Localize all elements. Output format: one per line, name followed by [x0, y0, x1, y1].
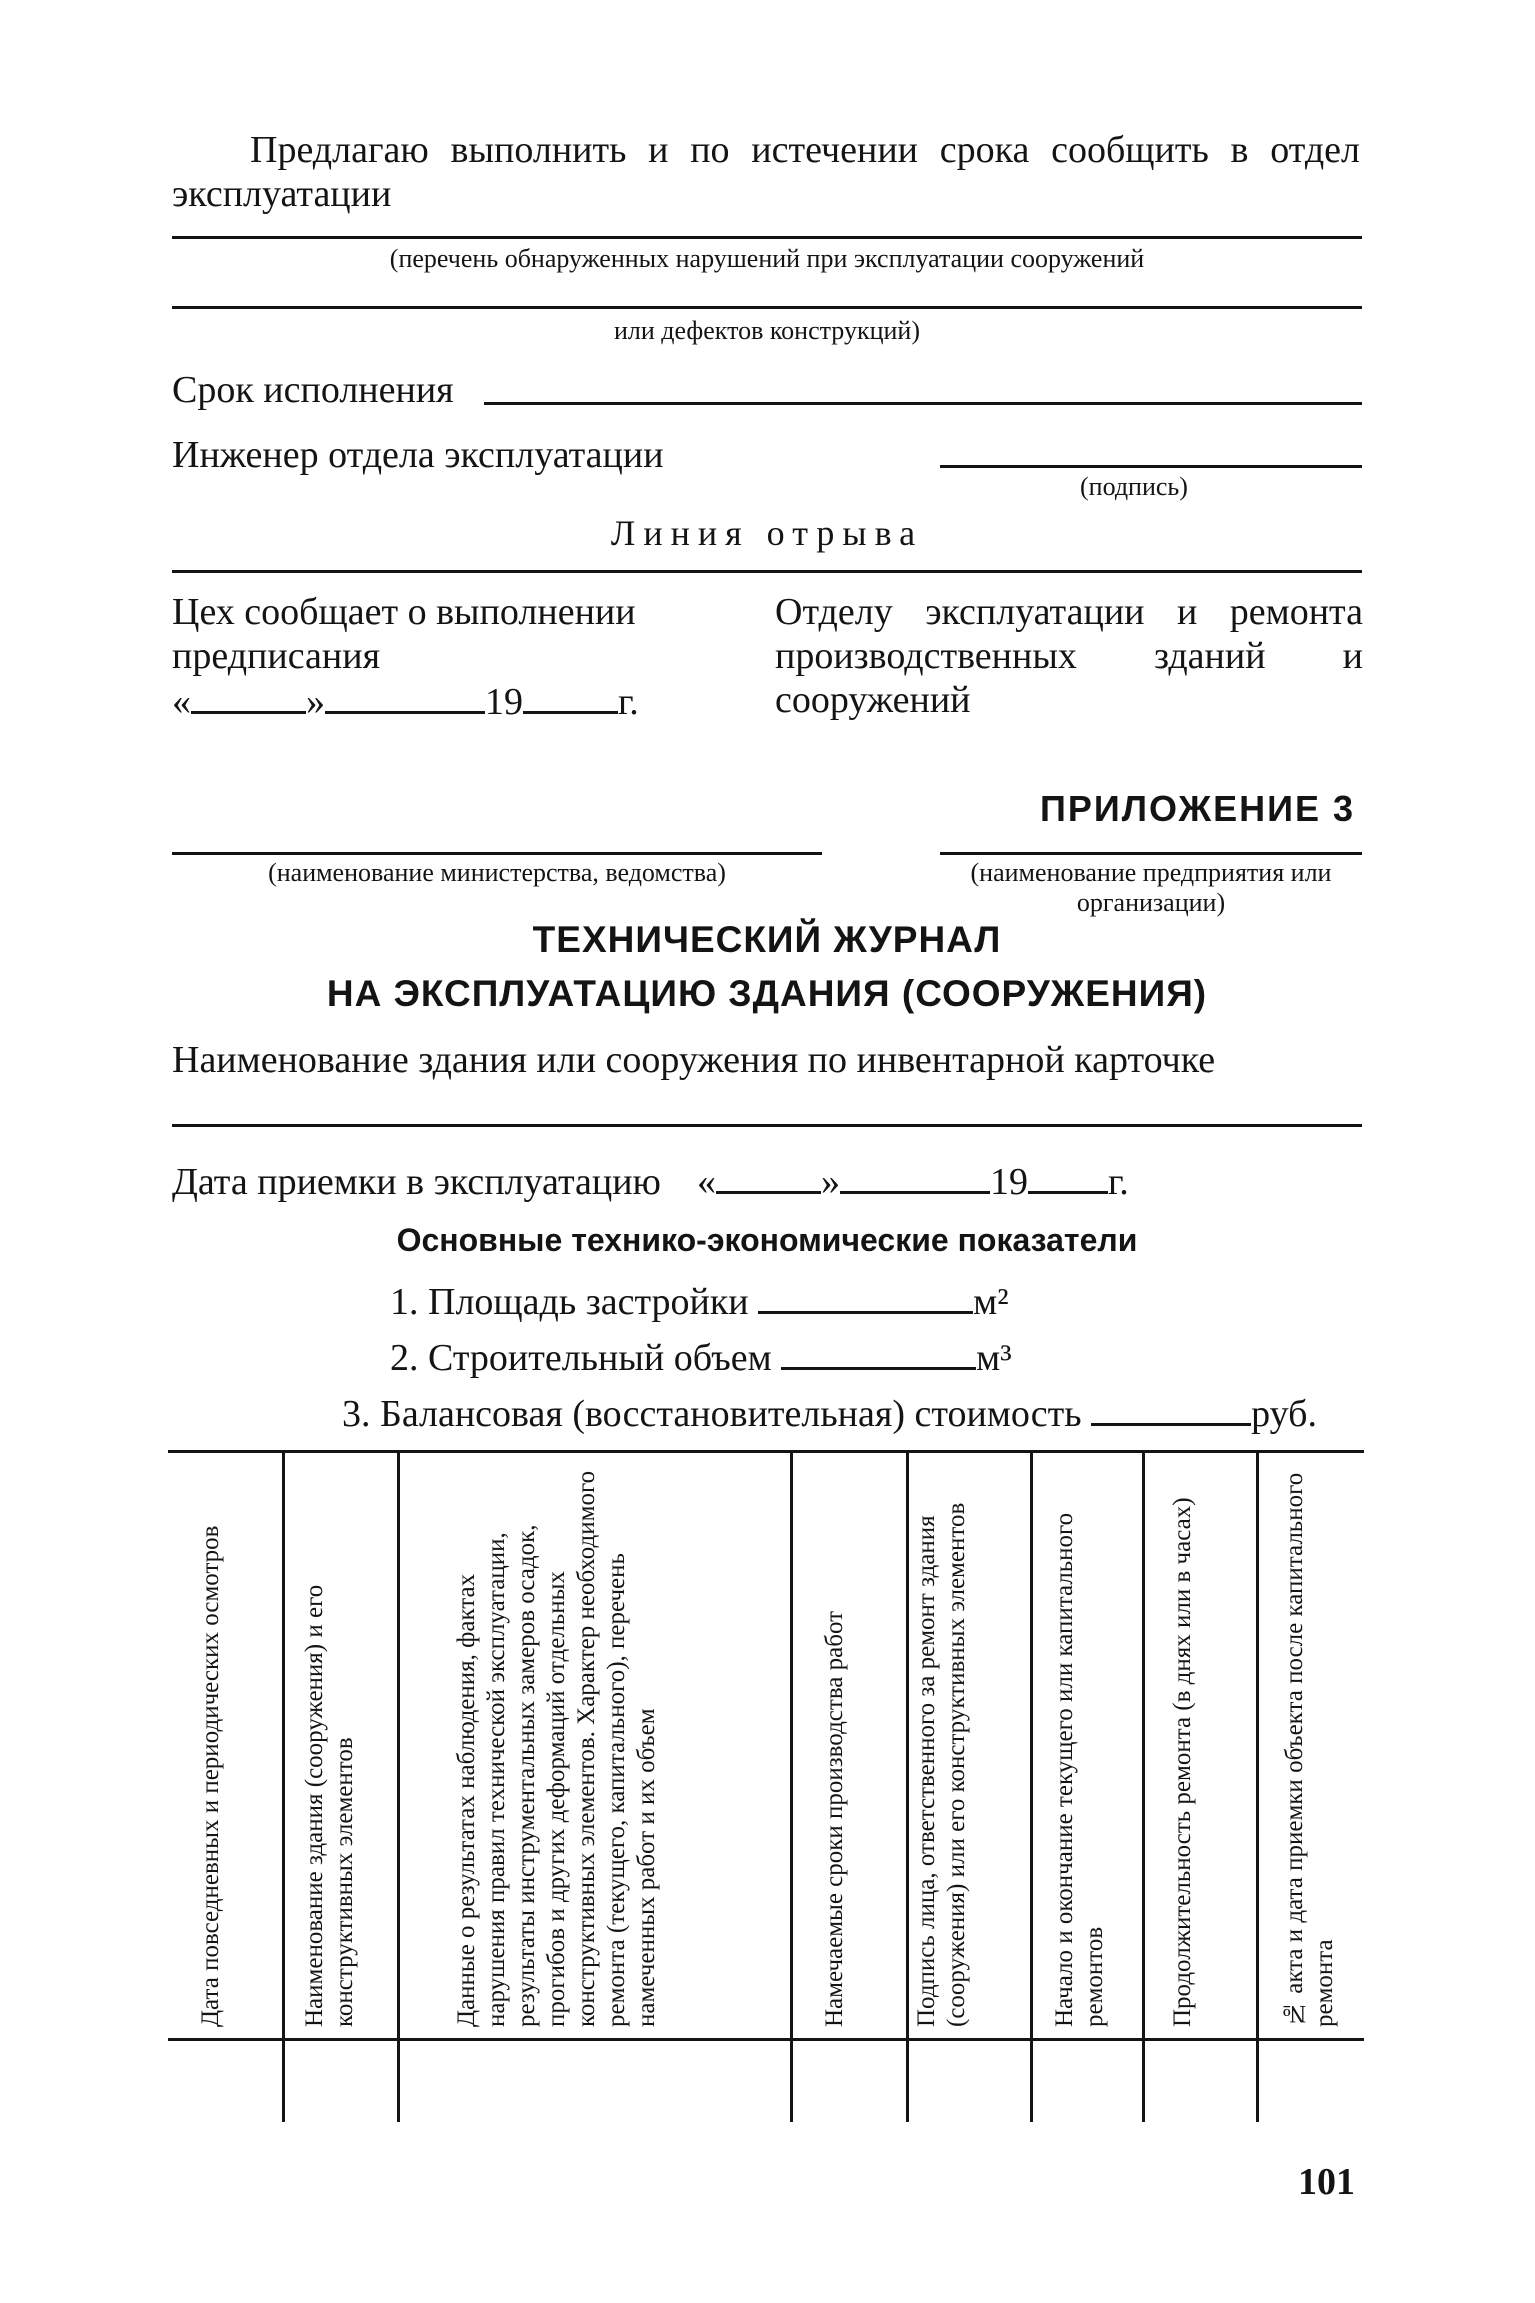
indicators-title: Основные технико-экономические показатели	[396, 1222, 1138, 1258]
tear-line-label: Линия отрыва	[610, 513, 924, 553]
appendix-label: ПРИЛОЖЕНИЕ 3	[1040, 788, 1356, 829]
indicator-2	[390, 1336, 1012, 1380]
notice-text: Предлагаю выполнить и по истечении срока сообщить в отдел эксплуатации	[172, 129, 1360, 215]
deadline-label: Срок исполнения	[172, 369, 454, 411]
column-divider	[1030, 1452, 1033, 2122]
column-header-observation-data: Данные о результатах наблюдения, фактах нарушения правил технической эксплуатации, результаты инструментальных замеров осадок, прогибов и других деформаций отдельных конструктивных элементов. Характер необходимого ремонта (текущего, капитального), перечень намеченных работ и их объем	[453, 1470, 660, 2027]
column-divider	[1256, 1452, 1259, 2122]
column-header-planned-dates: Намечаемые сроки производства работ	[821, 1610, 848, 2027]
column-divider	[397, 1452, 400, 2122]
tear-left-text: Цех сообщает о выполнении предписания	[172, 591, 636, 677]
tear-right-text: Отделу эксплуатации и ремонта производственных зданий и сооружений	[775, 591, 1363, 721]
day-blank	[716, 1161, 821, 1194]
table-header-bottom-border	[168, 2038, 1364, 2041]
year-prefix: 19	[485, 681, 523, 723]
table-top-border	[168, 1450, 1364, 1453]
enterprise-blank	[940, 852, 1362, 855]
indicator-2-blank	[781, 1337, 976, 1370]
completion-date	[172, 680, 732, 724]
caption-violations: (перечень обнаруженных нарушений при эксплуатации сооружений	[389, 244, 1145, 273]
year-blank	[1028, 1161, 1108, 1194]
journal-title-line2: НА ЭКСПЛУАТАЦИЮ ЗДАНИЯ (СООРУЖЕНИЯ)	[326, 973, 1208, 1014]
quote-close: »	[306, 681, 325, 723]
ministry-blank	[172, 852, 822, 855]
column-divider	[1142, 1452, 1145, 2122]
engineer-label: Инженер отдела эксплуатации	[172, 434, 664, 476]
year-suffix: г.	[618, 681, 639, 723]
indicator-1-label: 1. Площадь застройки	[390, 1281, 749, 1323]
month-blank	[325, 681, 485, 714]
signature-blank	[940, 465, 1362, 468]
page-number: 101	[1298, 2161, 1355, 2203]
acceptance-label: Дата приемки в эксплуатацию	[172, 1161, 661, 1203]
divider	[172, 236, 1362, 239]
indicator-1	[390, 1280, 1009, 1324]
indicator-3	[342, 1392, 1317, 1436]
caption-defects: или дефектов конструкций)	[614, 316, 920, 345]
year-blank	[523, 681, 618, 714]
indicator-2-unit: м³	[976, 1337, 1012, 1379]
deadline-blank	[484, 402, 1362, 405]
column-header-acceptance-act: № акта и дата приемки объекта после капитального ремонта	[1281, 1472, 1338, 2027]
column-divider	[282, 1452, 285, 2122]
quote-close: »	[820, 1161, 840, 1203]
divider	[172, 306, 1362, 309]
day-blank	[191, 681, 306, 714]
indicator-1-blank	[758, 1281, 973, 1314]
column-header-building-name: Наименование здания (сооружения) и его конструктивных элементов	[301, 1584, 358, 2027]
tear-line	[172, 570, 1362, 573]
enterprise-caption: (наименование предприятия или организации)	[970, 858, 1332, 917]
column-header-responsible-signature: Подпись лица, ответственного за ремонт здания (сооружения) или его конструктивных элементов	[913, 1502, 970, 2027]
year-suffix: г.	[1107, 1161, 1129, 1203]
column-divider	[906, 1452, 909, 2122]
month-blank	[840, 1161, 990, 1194]
indicator-2-label: 2. Строительный объем	[390, 1337, 772, 1379]
signature-caption: (подпись)	[1080, 472, 1188, 501]
quote-open: «	[696, 1161, 716, 1203]
column-header-inspection-date: Дата повседневных и периодических осмотров	[197, 1525, 224, 2027]
indicator-3-unit: руб.	[1251, 1393, 1317, 1435]
indicator-1-unit: м²	[973, 1281, 1009, 1323]
column-divider	[790, 1452, 793, 2122]
acceptance-date	[172, 1160, 1129, 1204]
column-header-repair-start-end: Начало и окончание текущего или капитального ремонтов	[1051, 1512, 1108, 2027]
indicator-3-blank	[1091, 1393, 1251, 1426]
year-prefix: 19	[989, 1161, 1028, 1203]
journal-title-line1: ТЕХНИЧЕСКИЙ ЖУРНАЛ	[532, 919, 1002, 960]
ministry-caption: (наименование министерства, ведомства)	[268, 858, 726, 887]
column-header-repair-duration: Продолжительность ремонта (в днях или в часах)	[1169, 1497, 1196, 2027]
building-name-label: Наименование здания или сооружения по инвентарной карточке	[172, 1039, 1216, 1081]
building-name-blank	[172, 1124, 1362, 1127]
quote-open: «	[172, 681, 191, 723]
indicator-3-label: 3. Балансовая (восстановительная) стоимость	[342, 1393, 1082, 1435]
